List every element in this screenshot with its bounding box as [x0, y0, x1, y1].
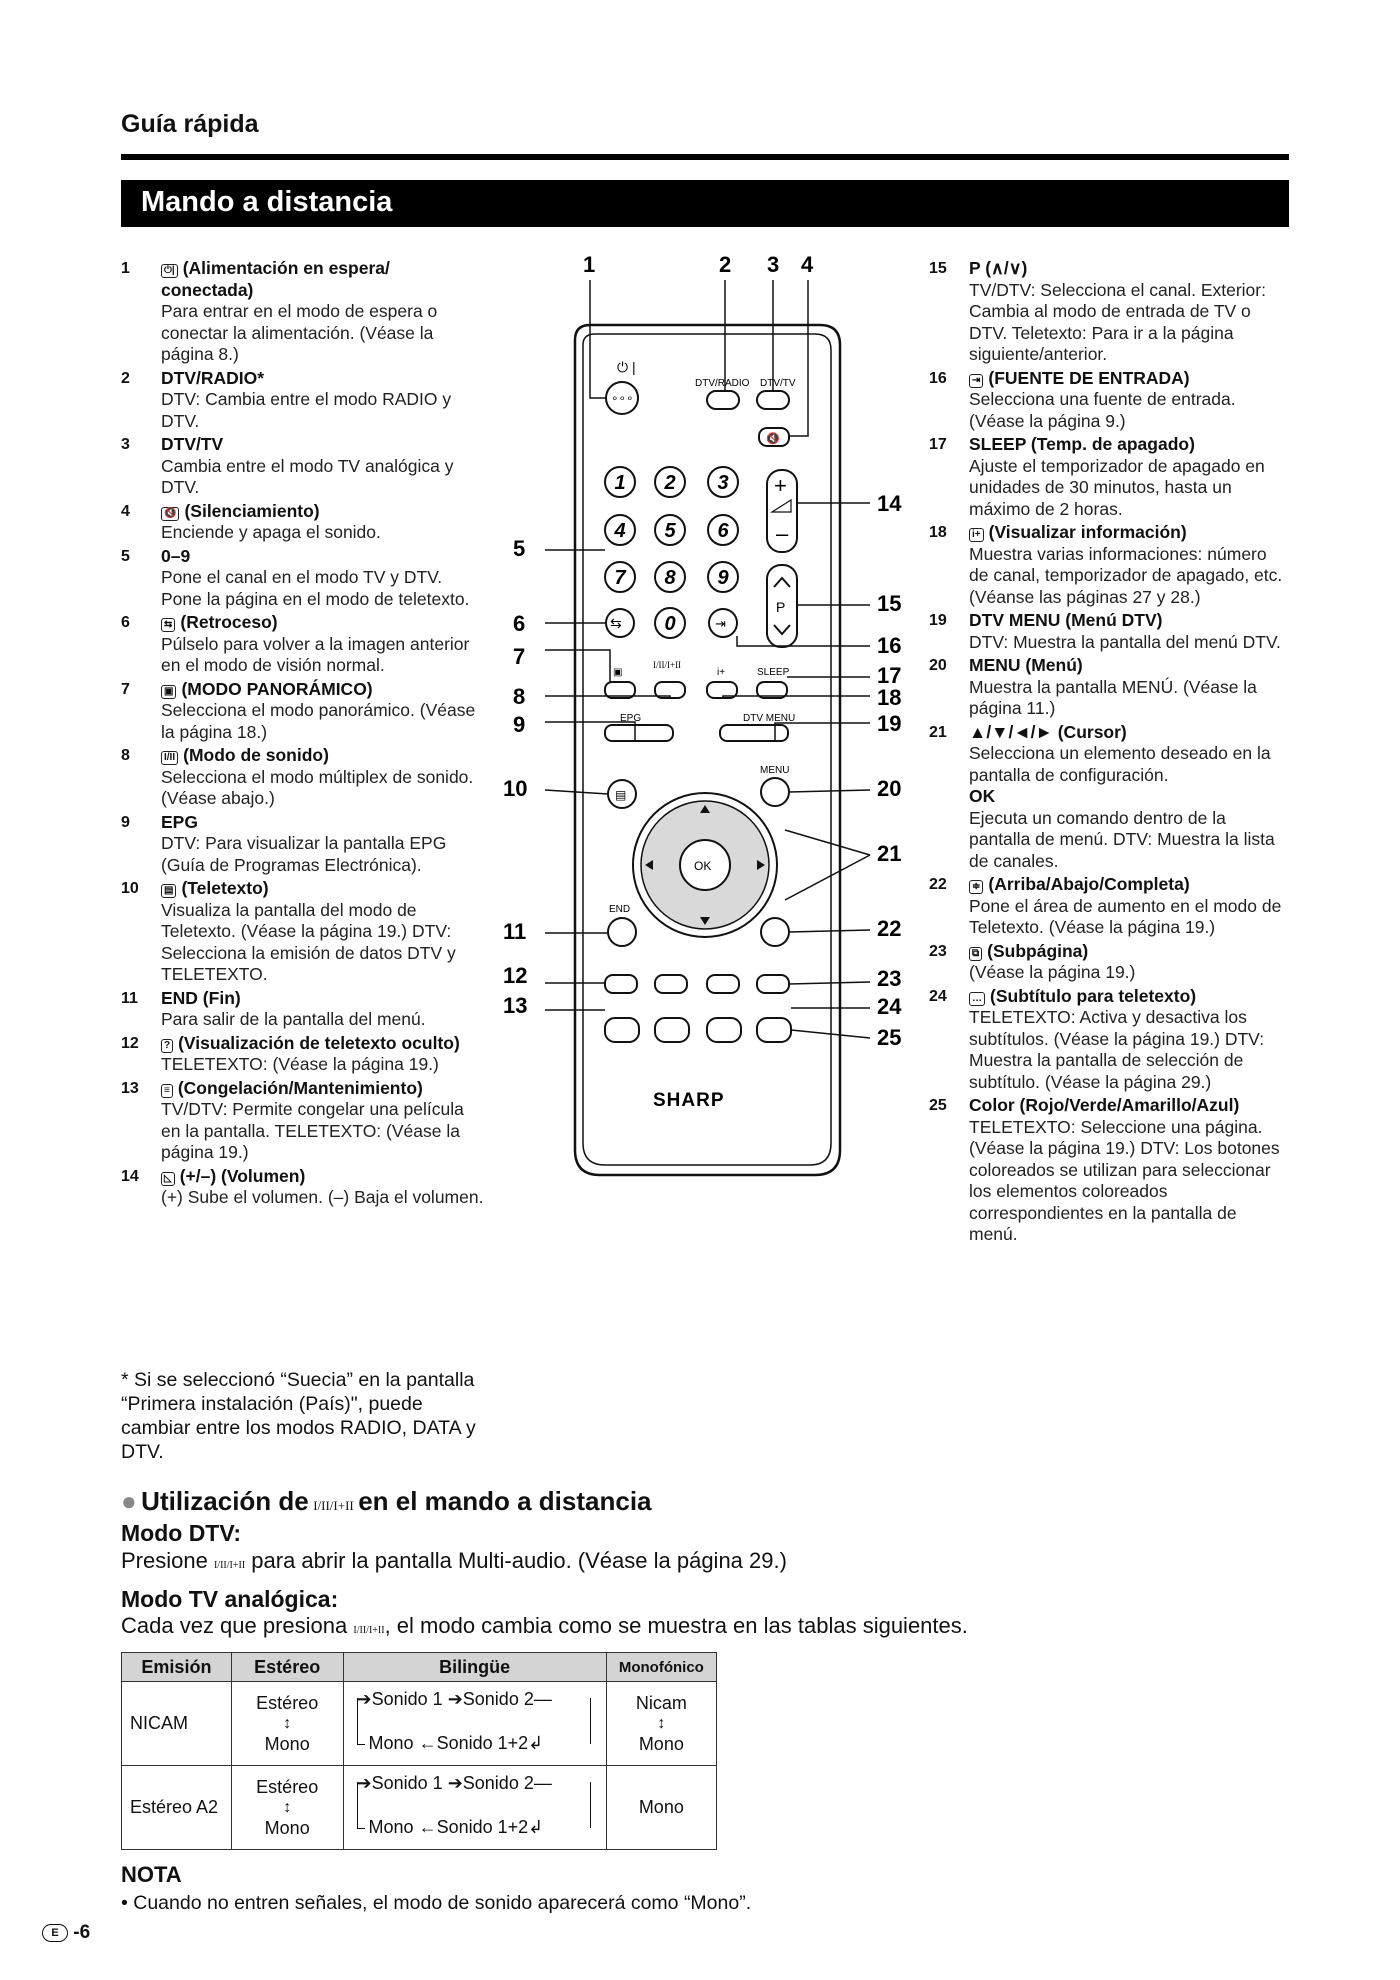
item-title: DTV MENU (Menú DTV) [969, 610, 1163, 630]
nota-text: • Cuando no entren señales, el modo de sonido aparecerá como “Mono”. [121, 1892, 752, 1914]
callout-number: 21 [877, 841, 902, 866]
item-title: (Retroceso) [180, 612, 278, 632]
power-label-icon: ⏻ | [617, 359, 636, 375]
list-item [121, 501, 486, 544]
digit-label: 7 [614, 567, 626, 589]
dtv-mode-text: Presione I/II/I+II para abrir la pantalla Multi-audio. (Véase la página 29.) [121, 1548, 787, 1573]
item-number: 21 [929, 723, 947, 741]
reveal-icon: ? [161, 1039, 173, 1053]
item-number: 12 [121, 1034, 139, 1052]
list-item [121, 368, 486, 433]
item-title: ▲/▼/◄/► (Cursor) [969, 721, 1127, 742]
list-item [929, 722, 1289, 873]
digit-label: 0 [664, 613, 676, 635]
list-item [929, 655, 1289, 720]
list-item [121, 1166, 486, 1209]
item-title: EPG [161, 811, 198, 832]
svg-text:I/II/I+II: I/II/I+II [653, 660, 682, 670]
item-description: DTV: Para visualizar la pantalla EPG (Guía de Programas Electrónica). [161, 833, 447, 875]
svg-text:i+: i+ [717, 667, 726, 678]
callout-number: 7 [513, 644, 526, 669]
item-description: Visualiza la pantalla del modo de Teletexto. (Véase la página 19.) DTV: Selecciona la emisión de datos DTV y TELETEXTO. [161, 899, 456, 984]
list-item [121, 546, 486, 611]
callout-number: 12 [503, 963, 528, 988]
item-description: Para entrar en el modo de espera o conectar la alimentación. (Véase la página 8.) [161, 301, 438, 364]
flashback-icon: ⇆ [161, 618, 175, 632]
subtitle-button [707, 975, 739, 993]
page-number: E -6 [42, 1922, 90, 1944]
list-item [121, 679, 486, 744]
list-item [121, 1033, 486, 1076]
item-number: 9 [121, 813, 130, 831]
digit-label: 2 [664, 472, 676, 494]
item-title: (Arriba/Abajo/Completa) [988, 874, 1190, 894]
item-description: Selecciona el modo panorámico. (Véase la página 18.) [161, 700, 476, 742]
sound-mode-table [121, 1652, 717, 1850]
callout-number: 6 [513, 611, 526, 636]
callout-number: 23 [877, 966, 902, 991]
sound-symbol-icon: I/II/I+II [213, 1560, 246, 1571]
callout-number: 16 [877, 633, 902, 658]
callout-number: 2 [719, 252, 732, 277]
svg-text:OK: OK [694, 859, 712, 873]
item-title: MENU (Menú) [969, 655, 1083, 675]
svg-text:DTV MENU: DTV MENU [743, 713, 796, 724]
item-number: 25 [929, 1097, 947, 1114]
item-description: Selecciona el modo múltiplex de sonido. (Véase abajo.) [161, 766, 474, 808]
item-description: Enciende y apaga el sonido. [161, 522, 381, 542]
top-bottom-button [761, 918, 789, 946]
list-item [929, 522, 1289, 608]
item-title: DTV/RADIO* [161, 367, 265, 388]
dtv-mode-title: Modo DTV: [121, 1520, 242, 1546]
item-title: DTV/TV [161, 434, 224, 454]
item-title: (+/–) (Volumen) [179, 1165, 306, 1186]
list-item [121, 612, 486, 677]
item-number: 7 [121, 680, 130, 698]
svg-text:EPG: EPG [620, 713, 642, 724]
item-title: Color (Rojo/Verde/Amarillo/Azul) [969, 1095, 1240, 1115]
list-item [121, 745, 486, 810]
callout-number: 17 [877, 663, 902, 688]
sound-mode-icon: I/II [161, 751, 178, 765]
list-item [929, 941, 1289, 984]
item-number: 23 [929, 942, 947, 960]
item-title: (Alimentación en espera/ conectada) [161, 258, 390, 300]
item-description: TV/DTV: Permite congelar una película en la pantalla. TELETEXTO: (Véase la página 19.) [161, 1099, 464, 1162]
svg-text:🔇: 🔇 [766, 433, 780, 445]
item-number: 2 [121, 369, 130, 387]
item-title: (Teletexto) [181, 878, 269, 898]
item-description: Pone el canal en el modo TV y DTV. Pone la página en el modo de teletexto. [161, 567, 470, 609]
callout-number: 18 [877, 685, 902, 710]
item-number: 24 [929, 987, 947, 1005]
list-item [929, 258, 1289, 366]
item-number: 16 [929, 369, 947, 387]
svg-text:–: – [776, 521, 789, 546]
item-description: DTV: Muestra la pantalla del menú DTV. [969, 631, 1281, 652]
item-description: TELETEXTO: Seleccione una página. (Véase la página 19.) DTV: Los botones coloreados se utilizan para seleccionar los elementos coloreados correspondientes en la pantalla de menú. [969, 1116, 1280, 1244]
item-number: 19 [929, 612, 947, 629]
item-title: (MODO PANORÁMICO) [181, 678, 373, 699]
page-title: Mando a distancia [141, 186, 393, 218]
svg-text:∘∘∘: ∘∘∘ [611, 391, 634, 405]
usage-heading: ● Utilización de I/II/I+II en el mando a distancia [121, 1486, 652, 1516]
item-number: 1 [121, 260, 130, 277]
item-title: (Visualizar información) [988, 522, 1187, 542]
item-description: TV/DTV: Selecciona el canal. Exterior: Cambia al modo de entrada de TV o DTV. Teletexto: Para ir a la página siguiente/anterior. [969, 279, 1266, 364]
table-header: Emisión [122, 1653, 232, 1682]
list-item [929, 874, 1289, 939]
item-title: END (Fin) [161, 987, 241, 1008]
atv-mode-title: Modo TV analógica: [121, 1586, 339, 1612]
item-number: 4 [121, 502, 130, 520]
remote-control-illustration [495, 250, 920, 1200]
dtv-tv-label: DTV/TV [760, 378, 796, 389]
list-item [121, 878, 486, 986]
digit-label: 4 [614, 520, 626, 542]
item-description: Selecciona una fuente de entrada. (Véase la página 9.) [969, 389, 1236, 431]
digit-label: 8 [664, 567, 676, 589]
svg-text:P: P [776, 599, 786, 615]
header-rule [121, 154, 1289, 160]
item-description: TELETEXTO: (Véase la página 19.) [161, 1054, 439, 1074]
item-number: 11 [121, 989, 138, 1007]
item-description: Púlselo para volver a la imagen anterior en el modo de visión normal. [161, 633, 470, 675]
reveal-button [605, 975, 637, 993]
svg-text:▣: ▣ [613, 667, 623, 678]
atv-mode-text: Cada vez que presiona I/II/I+II, el modo cambia como se muestra en las tablas siguientes. [121, 1613, 968, 1638]
top-bottom-icon: ≑ [969, 880, 983, 894]
svg-text:END: END [609, 904, 631, 915]
item-title: P (∧/∨) [969, 258, 1028, 278]
svg-text:MENU: MENU [760, 765, 790, 776]
item-description: Cambia entre el modo TV analógica y DTV. [161, 455, 454, 497]
item-number: 14 [121, 1167, 139, 1185]
item-number: 22 [929, 876, 947, 893]
subpage-icon: ⧉ [969, 947, 982, 961]
item-title: 0–9 [161, 545, 191, 566]
item-description: (+) Sube el volumen. (–) Baja el volumen. [161, 1187, 484, 1207]
item-number: 8 [121, 747, 130, 764]
item-sub-description: Ejecuta un comando dentro de la pantalla de menú. DTV: Muestra la lista de canales. [969, 807, 1275, 871]
item-description: Selecciona un elemento deseado en la pantalla de configuración. [969, 743, 1271, 785]
item-description: Para salir de la pantalla del menú. [161, 1009, 426, 1029]
list-item [121, 258, 486, 366]
subpage-button [757, 975, 789, 993]
table-row: NICAM Estéreo ↕ Mono ➔Sonido 1 ➔Sonido 2― Mono ←Sonido 1+2↲ Nicam ↕ Mono [122, 1682, 717, 1766]
item-subtitle: OK [969, 786, 996, 806]
item-title: (Modo de sonido) [183, 745, 329, 765]
bullet-icon: ● [121, 1486, 137, 1516]
callout-number: 1 [583, 252, 596, 277]
list-item [121, 434, 486, 499]
callout-number: 8 [513, 684, 526, 709]
digit-label: 5 [664, 520, 676, 542]
subtitle-icon: … [969, 992, 985, 1006]
yellow-button [707, 1018, 741, 1042]
sound-symbol-icon: I/II/I+II [313, 1498, 354, 1513]
callout-number: 24 [877, 994, 902, 1019]
item-description: TELETEXTO: Activa y desactiva los subtítulos. (Véase la página 19.) DTV: Muestra la pantalla de selección de subtítulo. (Véase la página 29.) [969, 1007, 1265, 1092]
item-title: (FUENTE DE ENTRADA) [988, 367, 1190, 388]
blue-button [757, 1018, 791, 1042]
power-icon: ⏻| [161, 264, 178, 278]
end-button [608, 918, 636, 946]
menu-button [761, 778, 789, 806]
item-number: 15 [929, 260, 947, 277]
item-title: SLEEP (Temp. de apagado) [969, 434, 1195, 454]
item-number: 20 [929, 657, 947, 674]
wide-mode-icon: ▣ [161, 685, 176, 699]
item-description: Muestra varias informaciones: número de canal, temporizador de apagado, etc. (Véanse las páginas 27 y 28.) [969, 543, 1283, 607]
table-header-row [122, 1653, 717, 1682]
table-header: Monofónico [606, 1653, 716, 1682]
callout-number: 9 [513, 712, 526, 737]
input-icon: ⇥ [969, 374, 983, 388]
digit-label: 9 [717, 567, 729, 589]
callout-number: 22 [877, 916, 902, 941]
list-item [929, 1095, 1289, 1246]
callout-number: 5 [513, 536, 526, 561]
item-number: 5 [121, 547, 130, 565]
digit-label: 1 [614, 472, 626, 494]
list-item [121, 1078, 486, 1164]
svg-text:⇥: ⇥ [715, 616, 726, 631]
callout-number: 25 [877, 1025, 902, 1050]
dtv-menu-button [720, 725, 788, 741]
item-description: DTV: Cambia entre el modo RADIO y DTV. [161, 389, 452, 431]
footnote: * Si se seleccionó “Suecia” en la pantalla “Primera instalación (País)", puede cambiar entre los modos RADIO, DATA y DTV. [121, 1369, 476, 1463]
list-item [121, 988, 486, 1031]
red-button [605, 1018, 639, 1042]
table-row: Estéreo A2 Estéreo ↕ Mono ➔Sonido 1 ➔Sonido 2― Mono ←Sonido 1+2↲ Mono [122, 1766, 717, 1850]
callout-number: 15 [877, 591, 902, 616]
digit-label: 6 [717, 520, 729, 542]
list-item [929, 986, 1289, 1094]
title-banner [121, 180, 1289, 227]
green-button [655, 1018, 689, 1042]
svg-text:+: + [774, 473, 787, 498]
epg-button [605, 725, 673, 741]
nota-title: NOTA [121, 1862, 182, 1887]
callout-number: 13 [503, 993, 528, 1018]
section-heading: Guía rápida [121, 110, 259, 138]
right-item-list [929, 258, 1289, 1248]
item-title: (Subtítulo para teletexto) [990, 985, 1197, 1006]
item-description: Muestra la pantalla MENÚ. (Véase la página 11.) [969, 676, 1257, 718]
volume-icon: ◺ [161, 1172, 175, 1186]
item-number: 6 [121, 614, 130, 631]
sound-symbol-icon: I/II/I+II [353, 1625, 385, 1636]
callout-number: 10 [503, 776, 528, 801]
mute-icon: 🔇 [161, 507, 179, 521]
list-item [929, 610, 1289, 653]
info-icon: i+ [969, 528, 984, 542]
svg-text:▤: ▤ [615, 788, 627, 802]
hold-button [655, 975, 687, 993]
dtv-radio-button [707, 391, 739, 409]
item-number: 3 [121, 436, 130, 453]
e-circle-icon: E [42, 1924, 68, 1942]
callout-number: 14 [877, 491, 902, 516]
left-item-list [121, 258, 486, 1211]
item-number: 18 [929, 524, 947, 541]
item-title: (Silenciamiento) [184, 500, 320, 521]
dtv-tv-button [757, 391, 789, 409]
callout-number: 19 [877, 711, 902, 736]
callout-number: 20 [877, 776, 902, 801]
callout-number: 4 [801, 252, 814, 277]
item-title: (Visualización de teletexto oculto) [178, 1032, 460, 1053]
item-number: 13 [121, 1079, 139, 1097]
item-description: Pone el área de aumento en el modo de Teletexto. (Véase la página 19.) [969, 895, 1282, 937]
dtv-radio-label: DTV/RADIO [695, 378, 750, 389]
hold-icon: ≡ [161, 1084, 173, 1098]
callout-number: 3 [767, 252, 780, 277]
item-description: Ajuste el temporizador de apagado en unidades de 30 minutos, hasta un máximo de 2 horas. [969, 455, 1265, 519]
digit-label: 3 [717, 472, 729, 494]
item-number: 17 [929, 436, 947, 453]
list-item [929, 368, 1289, 433]
brand-logo: SHARP [653, 1090, 725, 1111]
item-title: (Congelación/Mantenimiento) [177, 1077, 423, 1098]
item-description: (Véase la página 19.) [969, 962, 1136, 982]
callout-number: 11 [503, 919, 527, 944]
teletext-icon: ▤ [161, 884, 176, 898]
svg-text:⇆: ⇆ [610, 615, 622, 631]
item-number: 10 [121, 880, 139, 897]
table-header: Estéreo [231, 1653, 343, 1682]
list-item [121, 812, 486, 877]
table-header: Bilingüe [343, 1653, 606, 1682]
svg-text:SLEEP: SLEEP [757, 667, 790, 678]
item-title: (Subpágina) [987, 940, 1089, 961]
list-item [929, 434, 1289, 520]
